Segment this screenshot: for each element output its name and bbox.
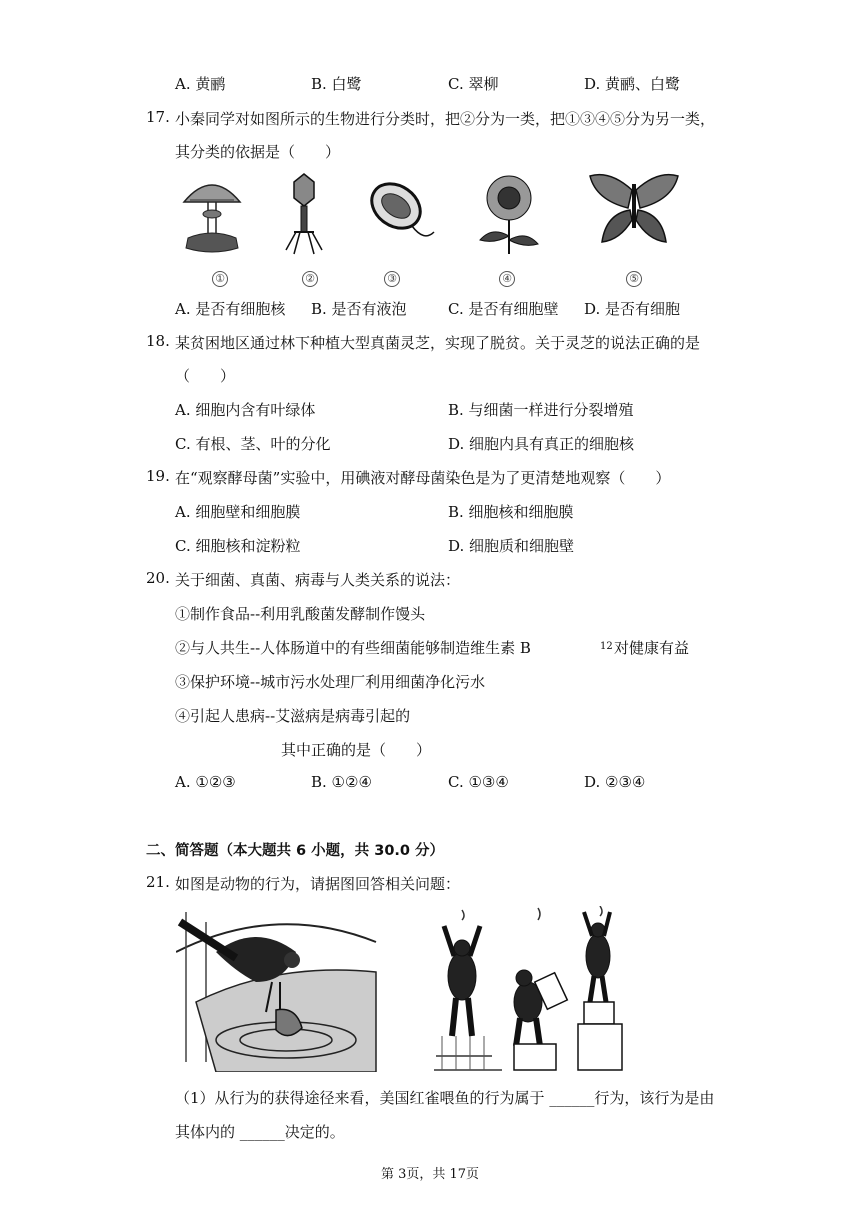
- q18-option-c: C. 有根、茎、叶的分化: [175, 435, 331, 453]
- q19-option-c: C. 细胞核和淀粉粒: [175, 537, 301, 555]
- bacteriophage-figure: [282, 170, 326, 258]
- q20-stem: 关于细菌、真菌、病毒与人类关系的说法：: [175, 571, 461, 589]
- bacterium-figure: [364, 172, 436, 252]
- q16-option-d: D. 黄鹂、白鹭: [584, 75, 681, 93]
- q20-item-2: ②与人共生--人体肠道中的有些细菌能够制造维生素 B: [175, 639, 531, 657]
- figure-label-3: ③: [384, 271, 400, 287]
- q17-option-d: D. 是否有细胞: [584, 300, 681, 318]
- figure-label-2: ②: [302, 271, 318, 287]
- q20-option-b: B. ①②④: [311, 773, 372, 791]
- cardinal-feeding-fish-figure: [176, 912, 378, 1072]
- butterfly-figure: [586, 170, 682, 250]
- q20-option-c: C. ①③④: [448, 773, 509, 791]
- q20-item-2-subscript: 12: [600, 641, 613, 652]
- q18-number: 18.: [146, 332, 170, 350]
- q16-option-c: C. 翠柳: [448, 75, 499, 93]
- sunflower-figure: [472, 170, 546, 256]
- q19-option-a: A. 细胞壁和细胞膜: [175, 503, 301, 521]
- chimpanzee-stacking-boxes-figure: [432, 906, 632, 1074]
- figure-label-5: ⑤: [626, 271, 642, 287]
- q19-number: 19.: [146, 467, 170, 485]
- q17-option-b: B. 是否有液泡: [311, 300, 407, 318]
- q17-number: 17.: [146, 108, 170, 126]
- q20-item-1: ①制作食品--利用乳酸菌发酵制作馒头: [175, 605, 426, 623]
- q18-stem-line2: （ ）: [175, 367, 236, 385]
- q21-subquestion-1-line1: （1）从行为的获得途径来看，美国红雀喂鱼的行为属于 ______行为，该行为是由: [175, 1089, 715, 1107]
- q17-stem-line1: 小秦同学对如图所示的生物进行分类时，把②分为一类，把①③④⑤分为另一类，: [175, 110, 716, 128]
- page-footer: 第 3页，共 17页: [380, 1167, 480, 1182]
- q21-number: 21.: [146, 873, 170, 891]
- q21-subquestion-1-line2: 其体内的 ______决定的。: [175, 1123, 345, 1141]
- figure-label-4: ④: [499, 271, 515, 287]
- q19-option-b: B. 细胞核和细胞膜: [448, 503, 574, 521]
- q20-item-4: ④引起人患病--艾滋病是病毒引起的: [175, 707, 411, 725]
- q16-option-a: A. 黄鹂: [175, 75, 226, 93]
- q20-item-3: ③保护环境--城市污水处理厂利用细菌净化污水: [175, 673, 486, 691]
- section-title: 二、简答题（本大题共 6 小题，共 30.0 分）: [146, 843, 445, 859]
- q20-item-2-tail: 对健康有益: [614, 639, 690, 657]
- q21-stem: 如图是动物的行为，请据图回答相关问题：: [175, 875, 461, 893]
- q17-option-a: A. 是否有细胞核: [175, 300, 286, 318]
- q20-option-d: D. ②③④: [584, 773, 646, 791]
- q18-option-d: D. 细胞内具有真正的细胞核: [448, 435, 635, 453]
- q16-option-b: B. 白鹭: [311, 75, 362, 93]
- q20-option-a: A. ①②③: [175, 773, 236, 791]
- q17-stem-line2: 其分类的依据是（ ）: [175, 143, 341, 161]
- q18-stem-line1: 某贫困地区通过林下种植大型真菌灵芝，实现了脱贫。关于灵芝的说法正确的是: [175, 334, 701, 352]
- figure-label-1: ①: [212, 271, 228, 287]
- q17-option-c: C. 是否有细胞壁: [448, 300, 559, 318]
- q20-number: 20.: [146, 569, 170, 587]
- q18-option-b: B. 与细菌一样进行分裂增殖: [448, 401, 634, 419]
- q19-option-d: D. 细胞质和细胞壁: [448, 537, 575, 555]
- mushroom-figure: [180, 172, 244, 258]
- q20-prompt: 其中正确的是（ ）: [281, 741, 432, 759]
- q19-stem: 在“观察酵母菌”实验中，用碘液对酵母菌染色是为了更清楚地观察（ ）: [175, 469, 671, 487]
- q18-option-a: A. 细胞内含有叶绿体: [175, 401, 316, 419]
